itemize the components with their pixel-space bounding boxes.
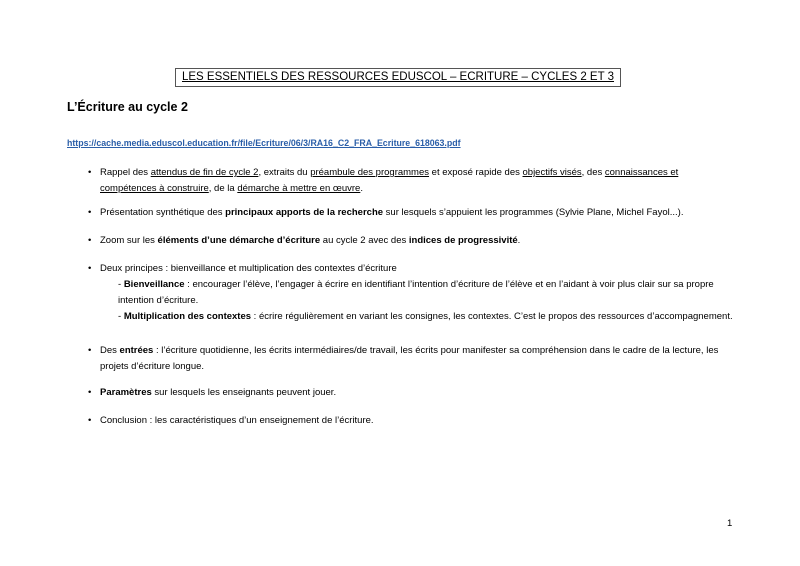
text-run: : écrire régulièrement en variant les consignes, les contextes. C’est le propos des ressources d’accompagnement. — [251, 311, 733, 322]
sub-item-bienveillance — [100, 277, 734, 309]
underlined-term: objectifs visés — [522, 167, 582, 178]
list-item — [88, 233, 734, 249]
text-run: : encourager l’élève, l’engager à écrire en identifiant l’intention d’écriture de l’élève et en l’aidant à voir plus clair sur sa propre intention d’écriture. — [118, 279, 714, 306]
bullet-icon: • — [88, 263, 92, 274]
text-run: . — [360, 183, 363, 194]
text-run: Des — [100, 345, 120, 356]
page-number: 1 — [727, 518, 733, 529]
list-item-text — [100, 343, 734, 375]
text-run: sur lesquels s’appuient les programmes (Sylvie Plane, Michel Fayol...). — [383, 207, 684, 218]
bold-term: éléments d’une démarche d’écriture — [157, 235, 321, 246]
bold-term: Bienveillance — [123, 279, 185, 290]
text-run: , des — [581, 167, 605, 178]
text-run: au cycle 2 avec des — [320, 235, 409, 246]
list-item-text — [100, 413, 734, 429]
text-run: sur lesquels les enseignants peuvent jouer. — [151, 387, 337, 398]
list-item — [88, 261, 734, 325]
text-run: et exposé rapide des — [429, 167, 523, 178]
bold-term: Paramètres — [100, 387, 152, 398]
text-run: Zoom sur les — [100, 235, 158, 246]
list-item-text — [100, 385, 734, 401]
resource-link[interactable]: https://cache.media.eduscol.education.fr/file/Ecriture/06/3/RA16_C2_FRA_Ecriture_618063.pdf — [67, 138, 461, 148]
list-item-text — [100, 233, 734, 249]
text-run: Conclusion : les caractéristiques d’un enseignement de l’écriture. — [100, 415, 374, 426]
list-item — [88, 205, 734, 221]
bold-term: principaux apports de la recherche — [225, 207, 384, 218]
bullet-icon: • — [88, 415, 92, 426]
bullet-icon: • — [88, 167, 92, 178]
bold-term: entrées — [119, 345, 154, 356]
underlined-term: connaissances et compétences à construire — [100, 167, 679, 194]
text-run: : l’écriture quotidienne, les écrits intermédiaires/de travail, les écrits pour manifester sa compréhension dans le cadre de la lecture, les projets d’écriture longue. — [100, 345, 719, 372]
section-heading: L’Écriture au cycle 2 — [67, 100, 188, 114]
list-item — [88, 413, 734, 429]
dash-marker: - — [118, 311, 124, 322]
text-run: , extraits du — [258, 167, 311, 178]
list-item — [88, 165, 734, 197]
bullet-icon: • — [88, 207, 92, 218]
underlined-term: démarche à mettre en œuvre — [237, 183, 361, 194]
bullet-icon: • — [88, 345, 92, 356]
list-item — [88, 343, 734, 375]
bullet-icon: • — [88, 387, 92, 398]
underlined-term: préambule des programmes — [310, 167, 430, 178]
text-run: Rappel des — [100, 167, 151, 178]
sub-item-multiplication — [100, 309, 734, 325]
list-item-text — [100, 205, 734, 221]
underlined-term: attendus de fin de cycle 2 — [150, 167, 259, 178]
list-item-text — [100, 165, 734, 197]
bold-term: indices de progressivité — [408, 235, 518, 246]
text-run: . — [517, 235, 521, 246]
text-run: , de la — [208, 183, 238, 194]
text-run: Présentation synthétique des — [100, 207, 226, 218]
bold-term: Multiplication des contextes — [123, 311, 252, 322]
list-item-text — [100, 261, 734, 325]
list-item — [88, 385, 734, 401]
dash-marker: - — [118, 279, 124, 290]
text-run: Deux principes : bienveillance et multiplication des contextes d’écriture — [100, 263, 397, 274]
document-title: LES ESSENTIELS DES RESSOURCES EDUSCOL – ECRITURE – CYCLES 2 ET 3 — [175, 68, 621, 87]
bullet-icon: • — [88, 235, 92, 246]
